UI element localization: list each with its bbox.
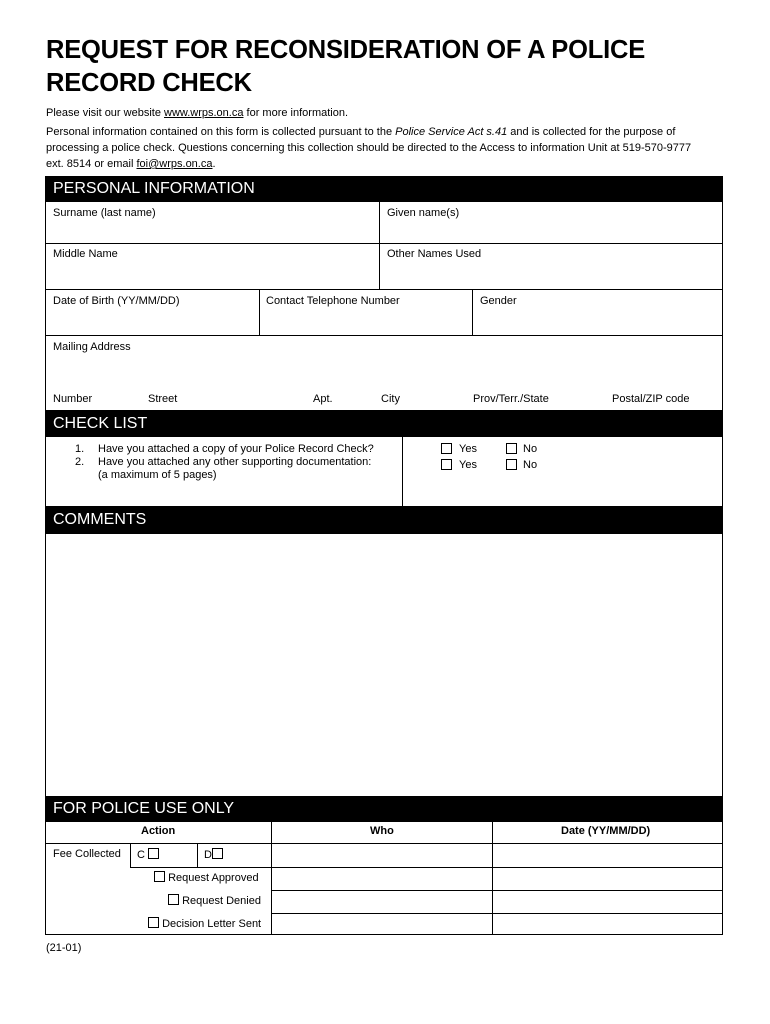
section-header-comments: COMMENTS xyxy=(45,507,723,533)
q1-no-checkbox[interactable] xyxy=(506,443,517,454)
given-name-label: Given name(s) xyxy=(387,207,460,219)
question-2-number: 2. xyxy=(75,456,85,468)
privacy-text-a: Personal information contained on this form is collected pursuant to the xyxy=(46,126,396,138)
question-1-number: 1. xyxy=(75,443,85,455)
divider xyxy=(197,843,198,867)
privacy-notice xyxy=(46,124,726,172)
divider xyxy=(271,890,723,891)
request-denied-checkbox[interactable] xyxy=(168,894,179,905)
other-names-label: Other Names Used xyxy=(387,248,482,260)
apt-label: Apt. xyxy=(313,393,333,405)
request-approved-checkbox[interactable] xyxy=(154,871,165,882)
section-header-checklist: CHECK LIST xyxy=(45,411,723,437)
privacy-text-b: and is collected for the purpose of xyxy=(507,126,676,138)
privacy-text-line2: processing a police check. Questions concerning this collection should be directed to the Access to information Unit at 519-570-9777 xyxy=(46,142,692,154)
divider xyxy=(271,821,272,935)
middle-name-field[interactable] xyxy=(47,263,377,287)
divider xyxy=(402,436,403,507)
section-header-police: FOR POLICE USE ONLY xyxy=(45,796,723,822)
q1-yes-label: Yes xyxy=(459,443,477,455)
surname-field[interactable] xyxy=(47,221,377,241)
approved-date-field[interactable] xyxy=(494,869,721,888)
decision-letter-row xyxy=(148,917,261,931)
mailing-address-label: Mailing Address xyxy=(53,341,131,353)
divider xyxy=(130,867,271,868)
divider xyxy=(130,843,131,867)
question-2: Have you attached any other supporting documentation: xyxy=(98,456,372,468)
q1-yes-checkbox[interactable] xyxy=(441,443,452,454)
number-label: Number xyxy=(53,393,93,405)
q2-no-label: No xyxy=(523,459,538,471)
fee-d-label xyxy=(204,848,223,862)
phone-field[interactable] xyxy=(261,309,470,333)
q2-yes-checkbox[interactable] xyxy=(441,459,452,470)
divider xyxy=(472,289,473,335)
divider xyxy=(259,289,260,335)
dob-field[interactable] xyxy=(47,309,257,333)
divider xyxy=(45,335,723,336)
column-action: Action xyxy=(141,825,176,837)
fee-c-checkbox[interactable] xyxy=(148,848,159,859)
city-label: City xyxy=(381,393,400,405)
request-approved-row xyxy=(154,871,259,885)
phone-label: Contact Telephone Number xyxy=(266,295,400,307)
divider xyxy=(45,843,723,844)
divider xyxy=(379,201,380,289)
fee-d-text: D xyxy=(204,849,212,861)
website-note-suffix: for more information. xyxy=(243,107,349,119)
denied-who-field[interactable] xyxy=(273,892,490,911)
divider xyxy=(45,243,723,244)
divider xyxy=(271,913,723,914)
other-names-field[interactable] xyxy=(381,263,721,287)
prov-label: Prov/Terr./State xyxy=(473,393,549,405)
denied-date-field[interactable] xyxy=(494,892,721,911)
dob-label: Date of Birth (YY/MM/DD) xyxy=(53,295,180,307)
surname-label: Surname (last name) xyxy=(53,207,156,219)
request-approved-label: Request Approved xyxy=(168,872,259,884)
street-label: Street xyxy=(148,393,178,405)
gender-field[interactable] xyxy=(474,309,721,333)
fee-date-field[interactable] xyxy=(494,845,721,865)
letter-who-field[interactable] xyxy=(273,915,490,933)
privacy-text-end: . xyxy=(212,158,216,170)
divider xyxy=(492,821,493,935)
title-line-2: RECORD CHECK xyxy=(46,69,252,97)
website-note xyxy=(46,105,726,121)
column-who: Who xyxy=(370,825,394,837)
request-denied-label: Request Denied xyxy=(182,895,261,907)
divider xyxy=(45,289,723,290)
form-title xyxy=(46,34,726,100)
form-code: (21-01) xyxy=(46,942,82,954)
fee-d-checkbox[interactable] xyxy=(212,848,223,859)
divider xyxy=(271,867,723,868)
mailing-address-field[interactable] xyxy=(47,358,721,390)
postal-label: Postal/ZIP code xyxy=(612,393,690,405)
given-name-field[interactable] xyxy=(381,221,721,241)
letter-date-field[interactable] xyxy=(494,915,721,933)
fee-c-label xyxy=(137,848,159,862)
comments-field[interactable] xyxy=(45,533,723,798)
section-header-personal: PERSONAL INFORMATION xyxy=(45,176,723,202)
title-line-1: REQUEST FOR RECONSIDERATION OF A POLICE xyxy=(46,36,646,64)
approved-who-field[interactable] xyxy=(273,869,490,888)
question-2-note: (a maximum of 5 pages) xyxy=(98,469,217,481)
column-date: Date (YY/MM/DD) xyxy=(561,825,651,837)
q2-yes-label: Yes xyxy=(459,459,477,471)
middle-name-label: Middle Name xyxy=(53,248,118,260)
privacy-act: Police Service Act s.41 xyxy=(395,126,508,138)
question-1: Have you attached a copy of your Police Record Check? xyxy=(98,443,374,455)
q2-no-checkbox[interactable] xyxy=(506,459,517,470)
fee-collected-label: Fee Collected xyxy=(53,848,121,860)
privacy-text-line3: ext. 8514 or email xyxy=(46,158,137,170)
gender-label: Gender xyxy=(480,295,517,307)
website-note-prefix: Please visit our website xyxy=(46,107,164,119)
decision-letter-label: Decision Letter Sent xyxy=(162,918,262,930)
request-denied-row xyxy=(168,894,261,908)
fee-who-field[interactable] xyxy=(273,845,490,865)
fee-c-text: C xyxy=(137,849,145,861)
email-link[interactable]: foi@wrps.on.ca xyxy=(136,158,213,170)
website-link[interactable]: www.wrps.on.ca xyxy=(164,107,244,119)
decision-letter-checkbox[interactable] xyxy=(148,917,159,928)
q1-no-label: No xyxy=(523,443,538,455)
